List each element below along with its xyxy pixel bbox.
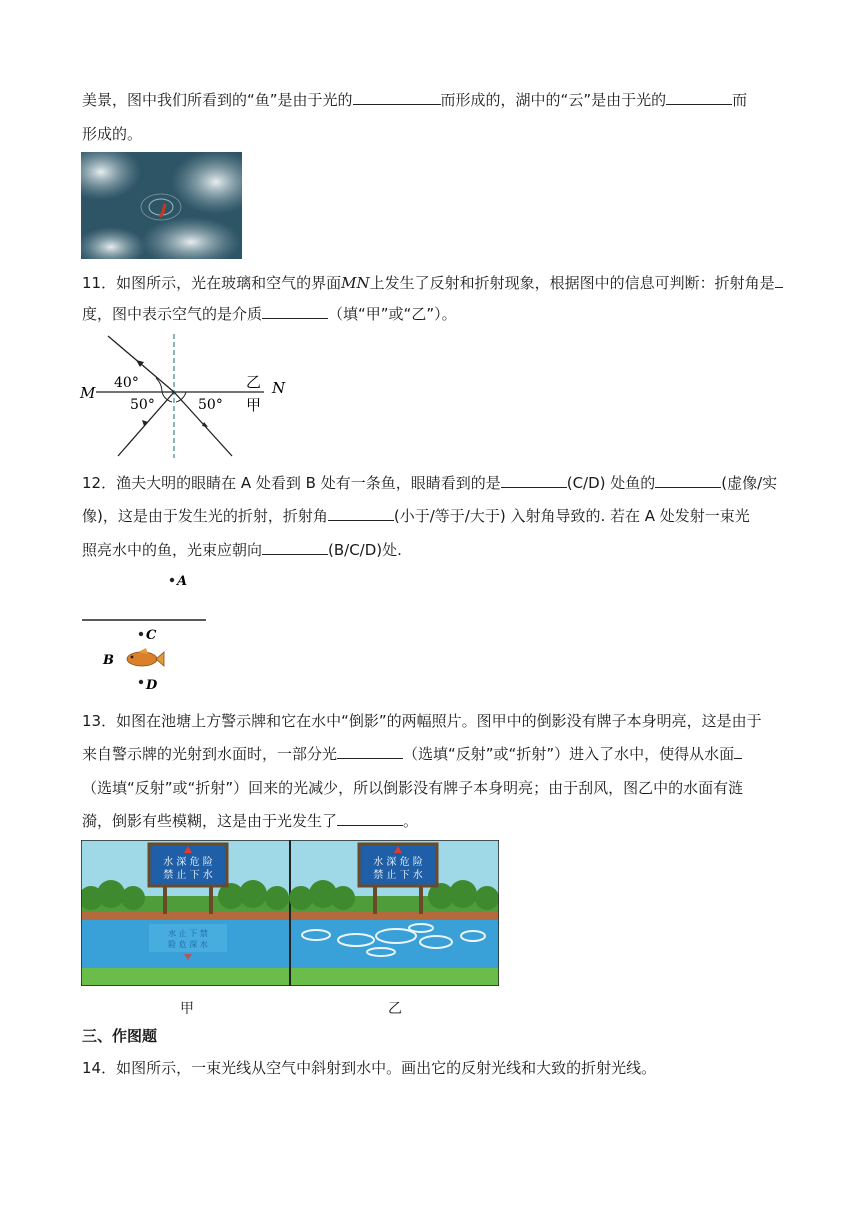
label-M: M [80, 384, 96, 402]
answer-blank[interactable] [262, 540, 328, 555]
angle-label-50-left: 50° [130, 397, 155, 413]
answer-blank[interactable] [337, 811, 403, 826]
answer-blank[interactable] [328, 506, 394, 521]
angle-label-40: 40° [114, 375, 139, 391]
label-B: B [103, 653, 114, 668]
point-C [139, 632, 143, 636]
label-D: D [146, 678, 158, 693]
q10-line2: 形成的。 [82, 125, 143, 143]
answer-blank[interactable] [655, 473, 721, 488]
q10-line1: 美景，图中我们所看到的“鱼”是由于光的 而形成的，湖中的“云”是由于光的 而 [82, 91, 748, 109]
svg-text:水 止 下 禁: 水 止 下 禁 [168, 929, 208, 938]
answer-blank[interactable] [666, 90, 732, 105]
svg-text:禁 止 下 水: 禁 止 下 水 [163, 870, 213, 881]
answer-blank[interactable] [775, 273, 783, 288]
q11-line2: 度，图中表示空气的是介质 （填“甲”或“乙”）。 [82, 305, 457, 323]
q13-line1: 13．如图在池塘上方警示牌和它在水中“倒影”的两幅照片。图甲中的倒影没有牌子本身明亮，这是由于 [82, 712, 762, 730]
answer-blank[interactable] [501, 473, 567, 488]
q11-line1: 11．如图所示，光在玻璃和空气的界面MN上发生了反射和折射现象，根据图中的信息可判断：折射角是 [82, 273, 783, 293]
q12-line3: 照亮水中的鱼，光束应朝向 (B/C/D)处. [82, 541, 402, 559]
answer-blank[interactable] [734, 744, 742, 759]
arrow-icon [202, 422, 208, 427]
fish-icon [127, 648, 164, 666]
answer-blank[interactable] [337, 744, 403, 759]
medium-label-jia: 甲 [246, 396, 262, 414]
svg-text:水 深 危 险: 水 深 危 险 [163, 857, 213, 868]
lake-fish-photo [81, 152, 242, 259]
label-N: N [272, 379, 286, 397]
medium-label-yi: 乙 [246, 373, 262, 391]
q14-text: 14．如图所示，一束光线从空气中斜射到水中。画出它的反射光线和大致的折射光线。 [82, 1059, 657, 1077]
fish-position-diagram [80, 568, 210, 696]
svg-text:水 深 危 险: 水 深 危 险 [373, 857, 423, 868]
q12-line1: 12．渔夫大明的眼睛在 A 处看到 B 处有一条鱼，眼睛看到的是 (C/D) 处鱼的 (虚像/实 [82, 474, 778, 492]
section-title: 三、作图题 [82, 1027, 158, 1045]
point-D [139, 680, 143, 684]
photo-yi [289, 840, 499, 986]
q13-line2: 来自警示牌的光射到水面时，一部分光 （选填“反射”或“折射”）进入了水中，使得从水面 [82, 744, 742, 764]
svg-text:禁 止 下 水: 禁 止 下 水 [373, 870, 423, 881]
caption-jia: 甲 [180, 1001, 194, 1017]
label-C: C [146, 628, 157, 643]
caption-yi: 乙 [388, 1001, 402, 1017]
answer-blank[interactable] [262, 304, 328, 319]
q12-line2: 像)，这是由于发生光的折射，折射角 (小于/等于/大于) 入射角导致的. 若在 A 处发射一束光 [82, 507, 750, 525]
warning-sign-photos [81, 840, 499, 986]
answer-blank[interactable] [353, 90, 441, 105]
point-A [170, 578, 174, 582]
photo-jia [81, 840, 289, 986]
q13-line3: （选填“反射”或“折射”）回来的光减少，所以倒影没有牌子本身明亮；由于刮风，图乙中的水面有涟 [82, 779, 744, 797]
label-A: A [177, 574, 188, 589]
q13-line4: 漪，倒影有些模糊，这是由于光发生了 。 [82, 812, 419, 830]
refraction-diagram [78, 332, 293, 460]
svg-text:险 危 深 水: 险 危 深 水 [168, 940, 208, 949]
angle-label-50-right: 50° [198, 397, 223, 413]
